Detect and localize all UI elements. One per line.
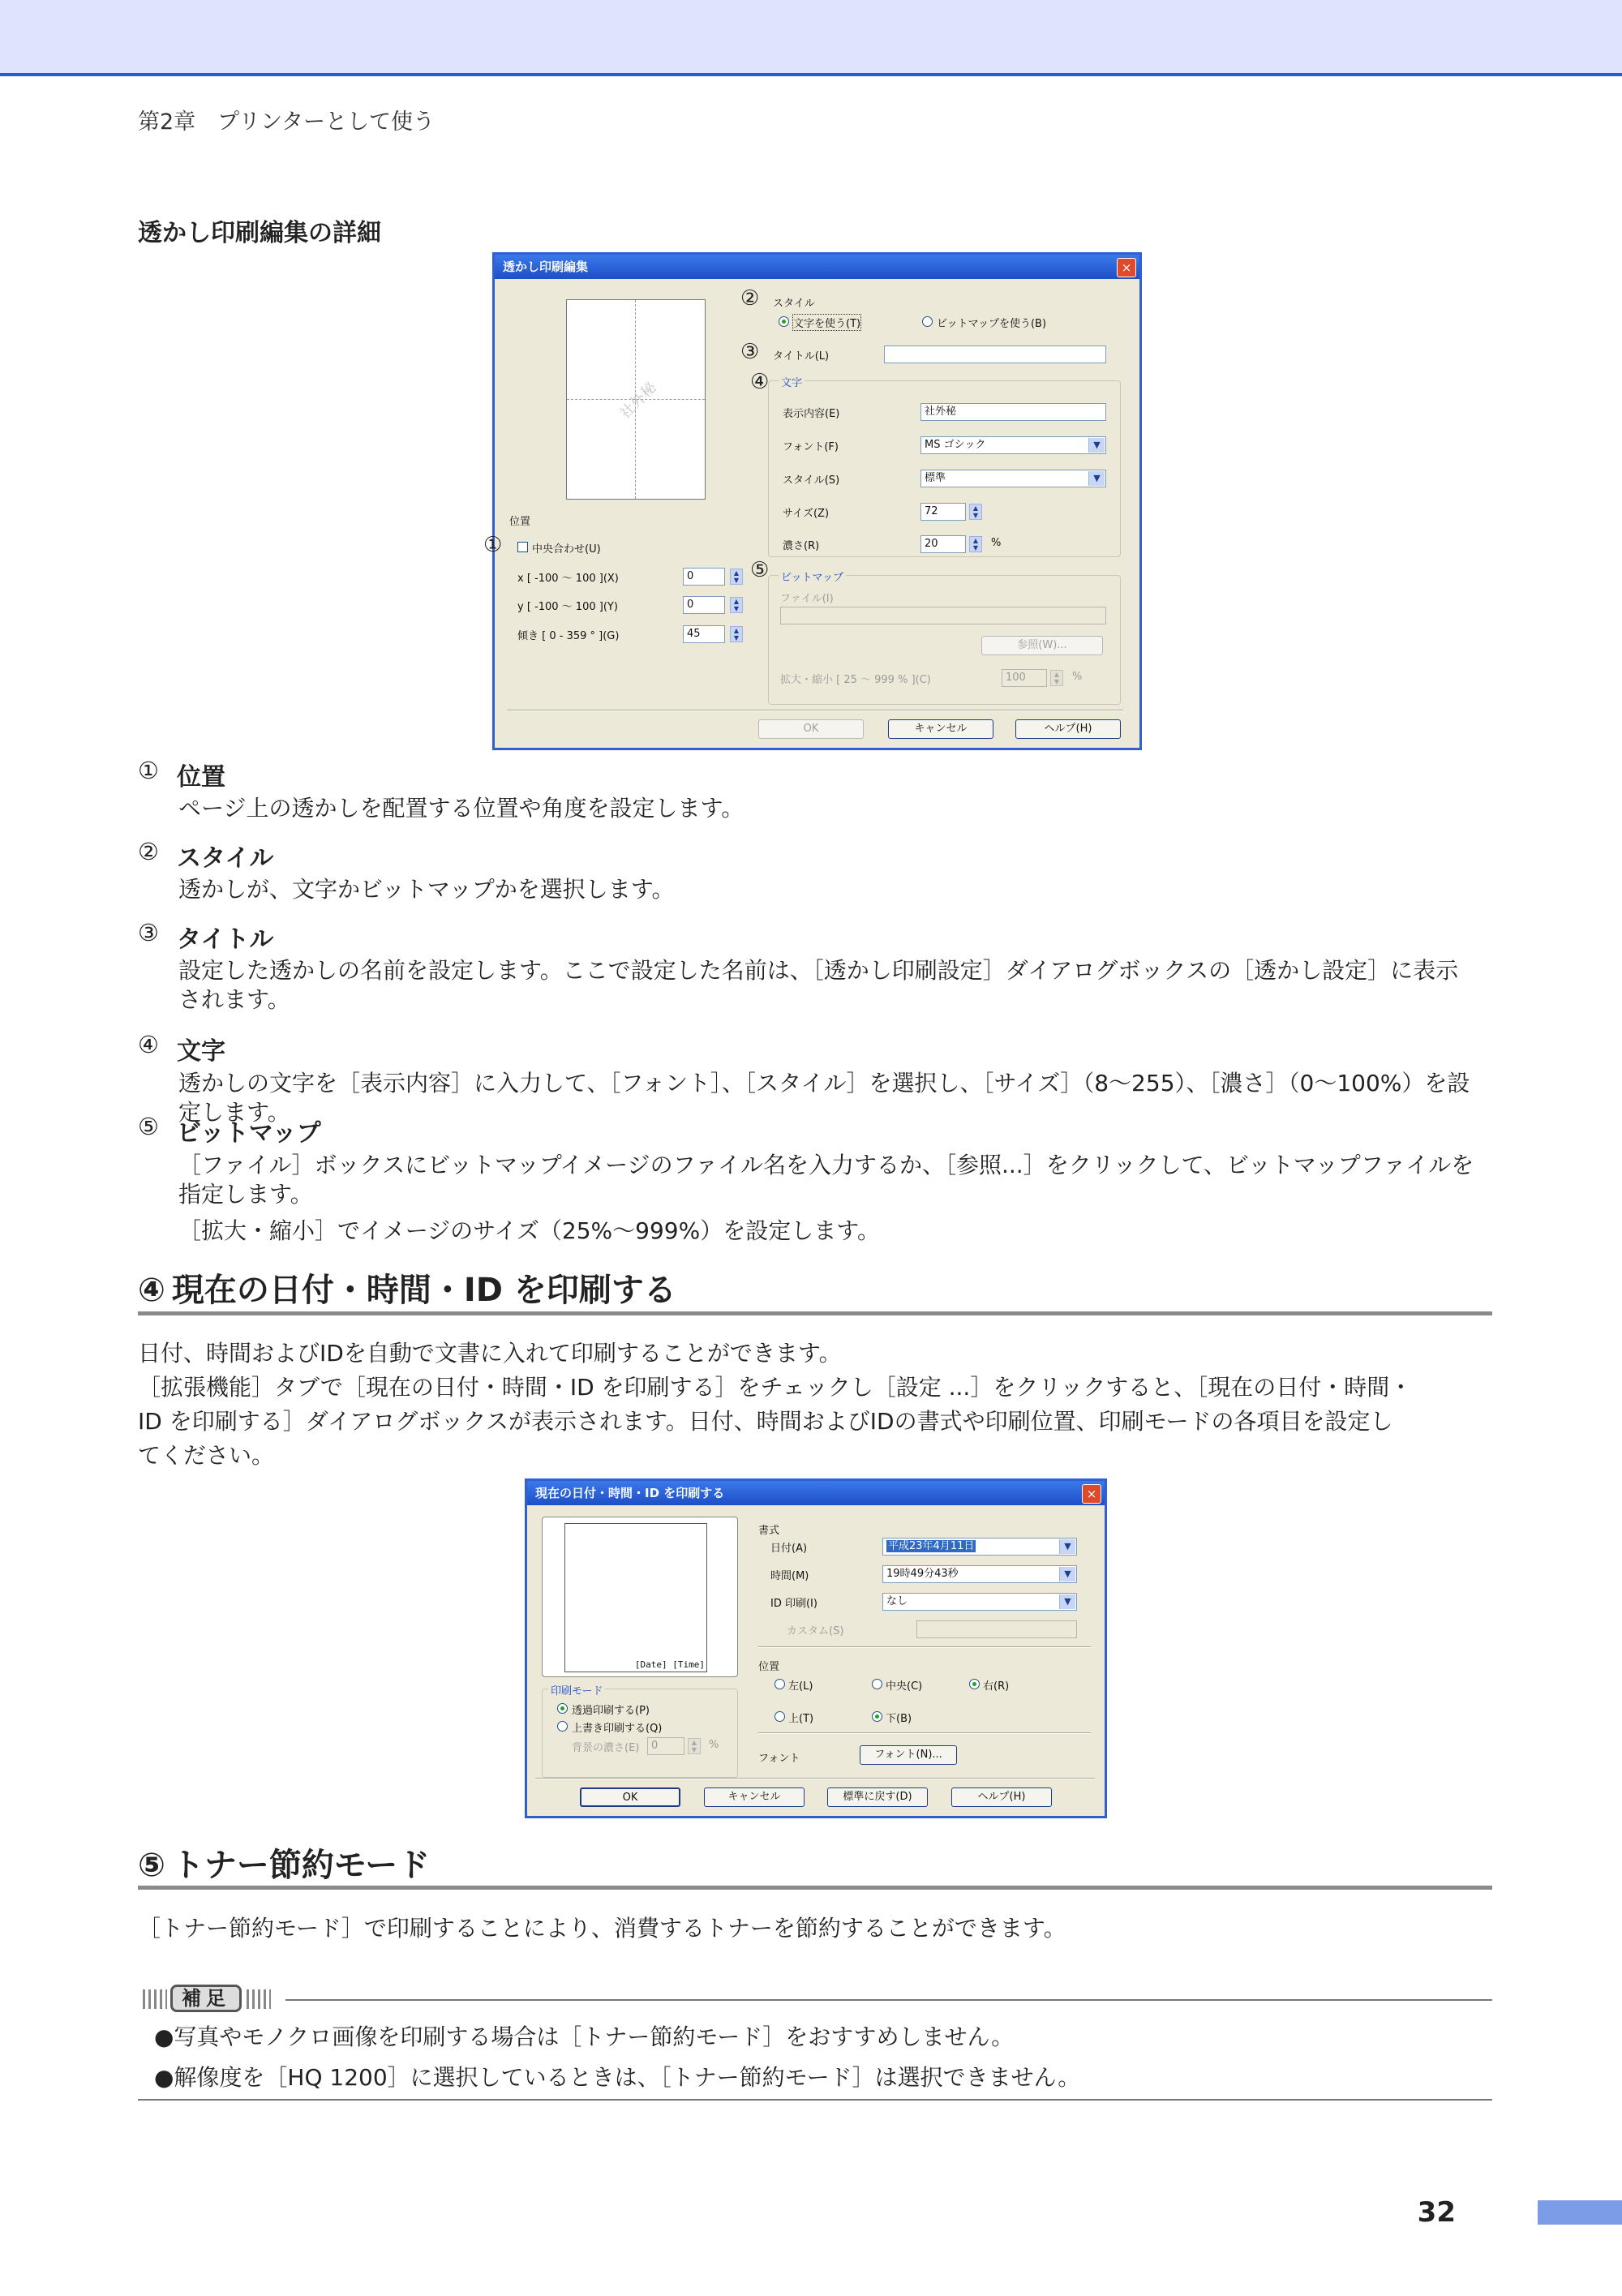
preview-watermark-text: 社外秘 [616, 379, 660, 423]
chevron-down-icon[interactable]: ▼ [1088, 438, 1105, 453]
ok-button[interactable]: OK [758, 719, 864, 739]
overwrite-print-radio[interactable] [557, 1721, 568, 1732]
dialog2-titlebar: 現在の日付・時間・ID を印刷する [527, 1481, 1105, 1505]
callout-1: ① [483, 533, 503, 557]
size-input[interactable]: 72 [920, 503, 966, 521]
angle-input[interactable]: 45 [683, 625, 725, 643]
close-icon[interactable]: × [1082, 1484, 1101, 1504]
note-bullet-2: ●解像度を［HQ 1200］に選択しているときは、［トナー節約モード］は選択できません。 [154, 2064, 1081, 2091]
note-right-bars [247, 1989, 271, 2009]
chevron-down-icon[interactable]: ▼ [1059, 1567, 1075, 1581]
note-label-badge [139, 1983, 277, 2015]
left-label: 左(L) [788, 1680, 813, 1693]
item-2-number: ② [138, 838, 159, 865]
style2-label: スタイル(S) [783, 474, 840, 487]
note-top-rule [285, 1999, 1492, 2001]
date-preview-page [564, 1523, 707, 1672]
file-input[interactable] [780, 607, 1106, 624]
style2-select-value: 標準 [925, 472, 946, 484]
item-3-body-line-1: 設定した透かしの名前を設定します。ここで設定した名前は、［透かし印刷設定］ダイアログボックスの［透かし設定］に表示 [178, 957, 1459, 984]
note-bullet-1: ●写真やモノクロ画像を印刷する場合は［トナー節約モード］をおすすめしません。 [154, 2023, 1015, 2050]
content-input[interactable]: 社外秘 [920, 403, 1106, 421]
close-icon[interactable]: × [1117, 258, 1136, 277]
use-text-label: 文字を使う(T) [793, 315, 860, 330]
callout-5: ⑤ [750, 558, 770, 582]
item-4-heading: 文字 [177, 1037, 225, 1066]
use-bitmap-radio[interactable] [922, 316, 933, 327]
angle-spinner[interactable]: ▲ ▼ [730, 626, 743, 642]
time-select-value: 19時49分43秒 [886, 1568, 959, 1580]
transparent-print-radio[interactable] [557, 1703, 568, 1714]
file-label: ファイル(I) [780, 593, 834, 605]
density-spinner[interactable]: ▲ ▼ [969, 536, 982, 552]
section-2-para-line-1: 日付、時間およびIDを自動で文書に入れて印刷することができます。 [138, 1340, 842, 1367]
item-1-number: ① [138, 757, 159, 784]
y-spinner[interactable]: ▲ ▼ [730, 597, 743, 613]
right-label: 右(R) [983, 1680, 1010, 1693]
chevron-down-icon[interactable]: ▼ [1088, 471, 1105, 486]
x-spinner[interactable]: ▲ ▼ [730, 569, 743, 585]
section-2-title: 現在の日付・時間・ID を印刷する [171, 1272, 676, 1309]
style-label: スタイル [773, 298, 815, 310]
item-5-body-line-2: 指定します。 [178, 1181, 313, 1208]
size-spinner[interactable]: ▲ ▼ [969, 504, 982, 520]
bottom-radio[interactable] [872, 1711, 882, 1722]
header-band [0, 0, 1622, 76]
dialog-titlebar: 透かし印刷編集 [495, 255, 1139, 279]
section-2-rule [138, 1311, 1492, 1315]
item-5-body-line-1: ［ファイル］ボックスにビットマップイメージのファイル名を入力するか、［参照...］をクリックして、ビットマップファイルを [178, 1152, 1474, 1178]
density-label: 濃さ(R) [783, 540, 820, 552]
use-bitmap-label: ビットマップを使う(B) [937, 318, 1047, 330]
title-input[interactable] [884, 345, 1106, 363]
font-select[interactable] [920, 436, 1106, 454]
position-divider [758, 1732, 1091, 1734]
bottom-label: 下(B) [886, 1713, 912, 1725]
help-button[interactable]: ヘルプ(H) [951, 1787, 1052, 1807]
use-text-radio[interactable] [779, 316, 789, 327]
item-1-body: ページ上の透かしを配置する位置や角度を設定します。 [178, 795, 744, 822]
browse-button[interactable]: 参照(W)... [981, 636, 1103, 655]
bitmap-group-label: ビットマップ [779, 569, 846, 584]
item-3-body-line-2: されます。 [178, 986, 290, 1013]
item-3-number: ③ [138, 919, 159, 946]
section-3-para: ［トナー節約モード］で印刷することにより、消費するトナーを節約することができます。 [138, 1915, 1066, 1942]
time-label: 時間(M) [770, 1570, 809, 1582]
center-radio[interactable] [872, 1679, 882, 1689]
item-4-number: ④ [138, 1031, 159, 1058]
style2-select[interactable] [920, 470, 1106, 487]
format-label: 書式 [758, 1525, 780, 1537]
item-3-heading: タイトル [177, 925, 274, 954]
cancel-button[interactable]: キャンセル [888, 719, 993, 739]
bg-density-percent: % [709, 1739, 719, 1751]
center-align-checkbox[interactable] [517, 542, 528, 552]
right-radio[interactable] [969, 1679, 980, 1689]
overwrite-print-label: 上書き印刷する(Q) [572, 1723, 663, 1735]
format-divider [758, 1646, 1091, 1648]
font-button[interactable]: フォント(N)... [860, 1745, 957, 1765]
item-2-heading: スタイル [177, 844, 274, 873]
title-label: タイトル(L) [773, 350, 830, 363]
section-3-number: ⑤ [138, 1847, 165, 1884]
text-group-label: 文字 [779, 374, 805, 389]
chevron-down-icon[interactable]: ▼ [1059, 1594, 1075, 1609]
x-label: x [ -100 ～ 100 ](X) [517, 573, 619, 585]
scale-input[interactable]: 100 [1002, 669, 1047, 687]
bg-density-input[interactable]: 0 [647, 1737, 684, 1755]
angle-label: 傾き [ 0 - 359 ° ](G) [517, 630, 620, 642]
item-5-heading: ビットマップ [177, 1119, 321, 1148]
callout-3: ③ [740, 340, 760, 364]
note-bottom-rule [138, 2099, 1492, 2101]
chevron-down-icon[interactable]: ▼ [1059, 1539, 1075, 1554]
date-select-value: 平成23年4月11日 [888, 1540, 975, 1552]
y-input[interactable]: 0 [683, 596, 725, 614]
font2-label: フォント [758, 1753, 800, 1765]
dialog-button-divider [507, 710, 1123, 711]
dialog2-button-divider [535, 1778, 1095, 1779]
date-preview-text: [Date] [Time] [634, 1659, 705, 1670]
ok-button[interactable]: OK [580, 1787, 680, 1807]
section-2-para-line-4: てください。 [138, 1442, 275, 1469]
item-2-body: 透かしが、文字かビットマップかを選択します。 [178, 876, 675, 903]
scale-spinner[interactable]: ▲ ▼ [1050, 670, 1063, 686]
callout-2: ② [740, 286, 760, 311]
page-tab-marker [1538, 2200, 1622, 2225]
section-2-number: ④ [138, 1272, 165, 1309]
transparent-print-label: 透過印刷する(P) [572, 1705, 650, 1717]
top-radio[interactable] [775, 1711, 785, 1722]
watermark-edit-dialog [492, 252, 1142, 750]
section-title-watermark-details: 透かし印刷編集の詳細 [138, 219, 381, 247]
item-1-heading: 位置 [177, 763, 225, 792]
date-time-id-dialog [525, 1478, 1107, 1818]
print-mode-group-label: 印刷モード [548, 1682, 605, 1697]
content-label: 表示内容(E) [783, 408, 840, 420]
x-input[interactable]: 0 [683, 568, 725, 586]
date-label: 日付(A) [770, 1543, 808, 1555]
id-print-select[interactable] [882, 1593, 1077, 1611]
time-select[interactable] [882, 1565, 1077, 1583]
position-label: 位置 [509, 516, 531, 528]
section-3-heading [138, 1839, 430, 1886]
density-input[interactable]: 20 [920, 535, 966, 553]
center-label: 中央(C) [886, 1680, 923, 1693]
top-label: 上(T) [788, 1713, 814, 1725]
density-percent: % [991, 537, 1002, 549]
font-label: フォント(F) [783, 441, 839, 453]
bg-density-spinner[interactable]: ▲ ▼ [688, 1738, 701, 1754]
page-number: 32 [1417, 2196, 1456, 2229]
center-align-label: 中央合わせ(U) [532, 543, 601, 556]
help-button[interactable]: ヘルプ(H) [1015, 719, 1121, 739]
y-label: y [ -100 ～ 100 ](Y) [517, 601, 618, 613]
reset-default-button[interactable]: 標準に戻す(D) [827, 1787, 928, 1807]
section-3-title: トナー節約モード [171, 1847, 431, 1884]
cancel-button[interactable]: キャンセル [704, 1787, 805, 1807]
date-select[interactable] [882, 1538, 1077, 1556]
id-print-select-value: なし [886, 1595, 908, 1607]
custom-label: カスタム(S) [787, 1625, 844, 1637]
section-2-heading [138, 1264, 676, 1311]
font-select-value: MS ゴシック [925, 439, 986, 451]
item-4-body: 透かしの文字を［表示内容］に入力して、［フォント］、［スタイル］を選択し、［サイズ］（8～255）、［濃さ］（0～100%）を設定します。 [178, 1070, 1470, 1126]
note-left-bars [143, 1989, 167, 2009]
section-2-para-line-3: ID を印刷する］ダイアログボックスが表示されます。日付、時間およびIDの書式や印刷位置、印刷モードの各項目を設定し [138, 1408, 1393, 1435]
bg-density-label: 背景の濃さ(E) [572, 1742, 640, 1754]
callout-4: ④ [750, 370, 770, 394]
scale-label: 拡大・縮小 [ 25 ～ 999 % ](C) [780, 674, 931, 686]
size-label: サイズ(Z) [783, 508, 830, 520]
id-print-label: ID 印刷(I) [770, 1598, 817, 1610]
item-5-body-line-3: ［拡大・縮小］でイメージのサイズ（25%～999%）を設定します。 [178, 1217, 880, 1244]
note-label: 補足 [170, 1985, 242, 2012]
watermark-preview [566, 299, 706, 500]
custom-input[interactable] [916, 1620, 1077, 1638]
section-2-para-line-2: ［拡張機能］タブで［現在の日付・時間・ID を印刷する］をチェックし［設定 ...］をクリックすると、［現在の日付・時間・ [138, 1374, 1413, 1401]
chapter-header: 第2章 プリンターとして使う [138, 109, 436, 135]
scale-percent: % [1072, 671, 1083, 683]
section-3-rule [138, 1886, 1492, 1890]
left-radio[interactable] [775, 1679, 785, 1689]
item-5-number: ⑤ [138, 1113, 159, 1140]
position2-label: 位置 [758, 1661, 780, 1673]
